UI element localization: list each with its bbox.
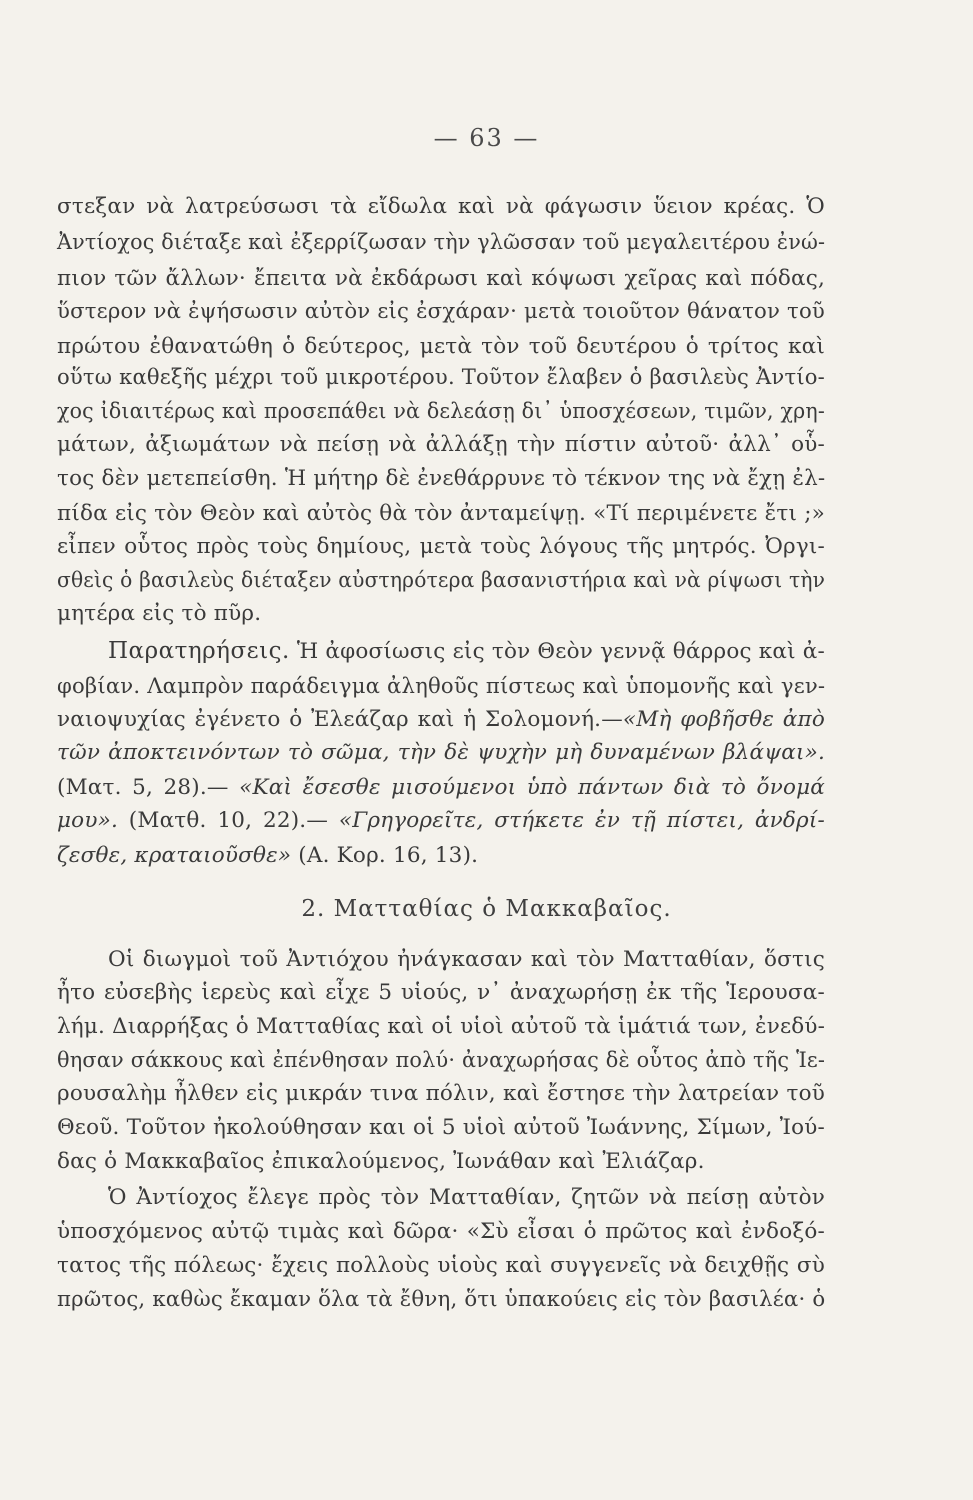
remarks-heading: Παρατηρήσεις. bbox=[108, 638, 290, 664]
scripture-quote: «Καὶ ἔσεσθε μισούμενοι ὑπὸ πάντων διὰ τὸ ὄνομά bbox=[239, 775, 826, 800]
remarks-text: Ἡ ἀφοσίωσις εἰς τὸν Θεὸν γεννᾷ θάρρος καὶ ἀ- bbox=[296, 639, 825, 664]
text-line: τος δὲν μετεπείσθη. Ἡ μήτηρ δὲ ἐνεθάρρυνε τὸ τέκνον της νὰ ἔχῃ ἐλ- bbox=[57, 466, 826, 491]
remarks-line bbox=[57, 810, 825, 832]
text-line: ρουσαλὴμ ἦλθεν εἰς μικράν τινα πόλιν, καὶ ἔστησε τὴν λατρείαν τοῦ bbox=[57, 1081, 825, 1106]
scripture-quote: «Μὴ φοβῆσθε ἀπὸ bbox=[622, 707, 825, 732]
scripture-reference: (Ματθ. 10, 22).— bbox=[117, 808, 339, 833]
scripture-quote: μου». bbox=[57, 808, 118, 833]
text-line: Οἱ διωγμοὶ τοῦ Ἀντιόχου ἠνάγκασαν καὶ τὸν Ματταθίαν, ὅστις bbox=[108, 947, 825, 972]
scripture-quote: «Γρηγορεῖτε, στήκετε ἐν τῇ πίστει, ἀνδρί- bbox=[338, 808, 825, 833]
text-line: θησαν σάκκους καὶ ἐπένθησαν πολύ· ἀναχωρήσας δὲ οὗτος ἀπὸ τῆς Ἱε- bbox=[57, 1048, 826, 1073]
text-line: στεξαν νὰ λατρεύσωσι τὰ εἴδωλα καὶ νὰ φάγωσιν ὕειον κρέας. Ὁ bbox=[57, 194, 825, 219]
text-line: μάτων, ἀξιωμάτων νὰ πείσῃ νὰ ἀλλάξῃ τὴν πίστιν αὐτοῦ· ἀλλ᾿ οὗ- bbox=[57, 432, 825, 457]
text-line: ὑποσχόμενος αὐτῷ τιμὰς καὶ δῶρα· «Σὺ εἶσαι ὁ πρῶτος καὶ ἐνδοξό- bbox=[57, 1219, 825, 1244]
text-line: πιον τῶν ἄλλων· ἔπειτα νὰ ἐκδάρωσι καὶ κόψωσι χεῖρας καὶ πόδας, bbox=[57, 266, 825, 291]
scripture-quote: ζεσθε, κραταιοῦσθε» bbox=[57, 843, 292, 868]
text-line: πίδα εἰς τὸν Θεὸν καὶ αὐτὸς θὰ τὸν ἀνταμείψῃ. «Τί περιμένετε ἔτι ;» bbox=[57, 501, 825, 526]
text-line: ὕστερον νὰ ἐψήσωσιν αὐτὸν εἰς ἐσχάραν· μετὰ τοιοῦτον θάνατον τοῦ bbox=[57, 299, 825, 324]
remarks-line: φοβίαν. Λαμπρὸν παράδειγμα ἀληθοῦς πίστεως καὶ ὑπομονῆς καὶ γεν- bbox=[57, 674, 826, 699]
text-line: εἶπεν οὗτος πρὸς τοὺς δημίους, μετὰ τοὺς λόγους τῆς μητρός. Ὀργι- bbox=[57, 534, 825, 559]
text-line: λήμ. Διαρρήξας ὁ Ματταθίας καὶ οἱ υἱοὶ αὐτοῦ τὰ ἱμάτιά των, ἐνεδύ- bbox=[57, 1014, 826, 1039]
remarks-line bbox=[57, 845, 478, 867]
text-line: Ὁ Ἀντίοχος ἔλεγε πρὸς τὸν Ματταθίαν, ζητῶν νὰ πείσῃ αὐτὸν bbox=[108, 1185, 825, 1210]
text-line: οὕτω καθεξῆς μέχρι τοῦ μικροτέρου. Τοῦτον ἔλαβεν ὁ βασιλεὺς Ἀντίο- bbox=[57, 365, 825, 390]
text-line: σθεὶς ὁ βασιλεὺς διέταξεν αὐστηρότερα βασανιστήρια καὶ νὰ ρίψωσι τὴν bbox=[57, 568, 826, 593]
text-line: δας ὁ Μακκαβαῖος ἐπικαλούμενος, Ἰωνάθαν καὶ Ἐλιάζαρ. bbox=[57, 1149, 705, 1174]
text-line: χος ἰδιαιτέρως καὶ προσεπάθει νὰ δελεάσῃ δι᾿ ὑποσχέσεων, τιμῶν, χρη- bbox=[57, 399, 825, 424]
text-line: τατος τῆς πόλεως· ἔχεις πολλοὺς υἱοὺς καὶ συγγενεῖς νὰ δειχθῇς σὺ bbox=[57, 1253, 825, 1278]
remarks-text: ναιοψυχίας ἐγένετο ὁ Ἐλεάζαρ καὶ ἡ Σολομονή.— bbox=[57, 707, 623, 732]
scripture-reference: (Ματ. 5, 28).— bbox=[57, 775, 240, 800]
text-line: μητέρα εἰς τὸ πῦρ. bbox=[57, 601, 262, 626]
scripture-quote: τῶν ἀποκτεινόντων τὸ σῶμα, τὴν δὲ ψυχὴν μὴ δυναμένων βλάψαι». bbox=[57, 740, 825, 765]
text-line: πρῶτος, καθὼς ἔκαμαν ὅλα τὰ ἔθνη, ὅτι ὑπακούεις εἰς τὸν βασιλέα· ὁ bbox=[57, 1287, 826, 1312]
remarks-line bbox=[57, 777, 825, 799]
page-number: — 63 — bbox=[433, 124, 540, 152]
remarks-line bbox=[108, 640, 825, 663]
section-title: 2. Ματταθίας ὁ Μακκαβαῖος. bbox=[301, 896, 672, 922]
remarks-line bbox=[57, 709, 825, 731]
scripture-reference: (Α. Κορ. 16, 13). bbox=[291, 843, 479, 868]
text-line: ἦτο εὐσεβὴς ἱερεὺς καὶ εἶχε 5 υἱούς, ν᾿ ἀναχωρήσῃ ἐκ τῆς Ἱερουσα- bbox=[57, 980, 825, 1005]
text-line: πρώτου ἐθανατώθη ὁ δεύτερος, μετὰ τὸν τοῦ δευτέρου ὁ τρίτος καὶ bbox=[57, 334, 825, 359]
text-line: Θεοῦ. Τοῦτον ἠκολούθησαν και οἱ 5 υἱοὶ αὐτοῦ Ἰωάννης, Σίμων, Ἰού- bbox=[57, 1115, 825, 1140]
text-line: Ἀντίοχος διέταξε καὶ ἐξερρίζωσαν τὴν γλῶσσαν τοῦ μεγαλειτέρου ἐνώ- bbox=[57, 230, 826, 255]
remarks-line bbox=[57, 742, 825, 764]
